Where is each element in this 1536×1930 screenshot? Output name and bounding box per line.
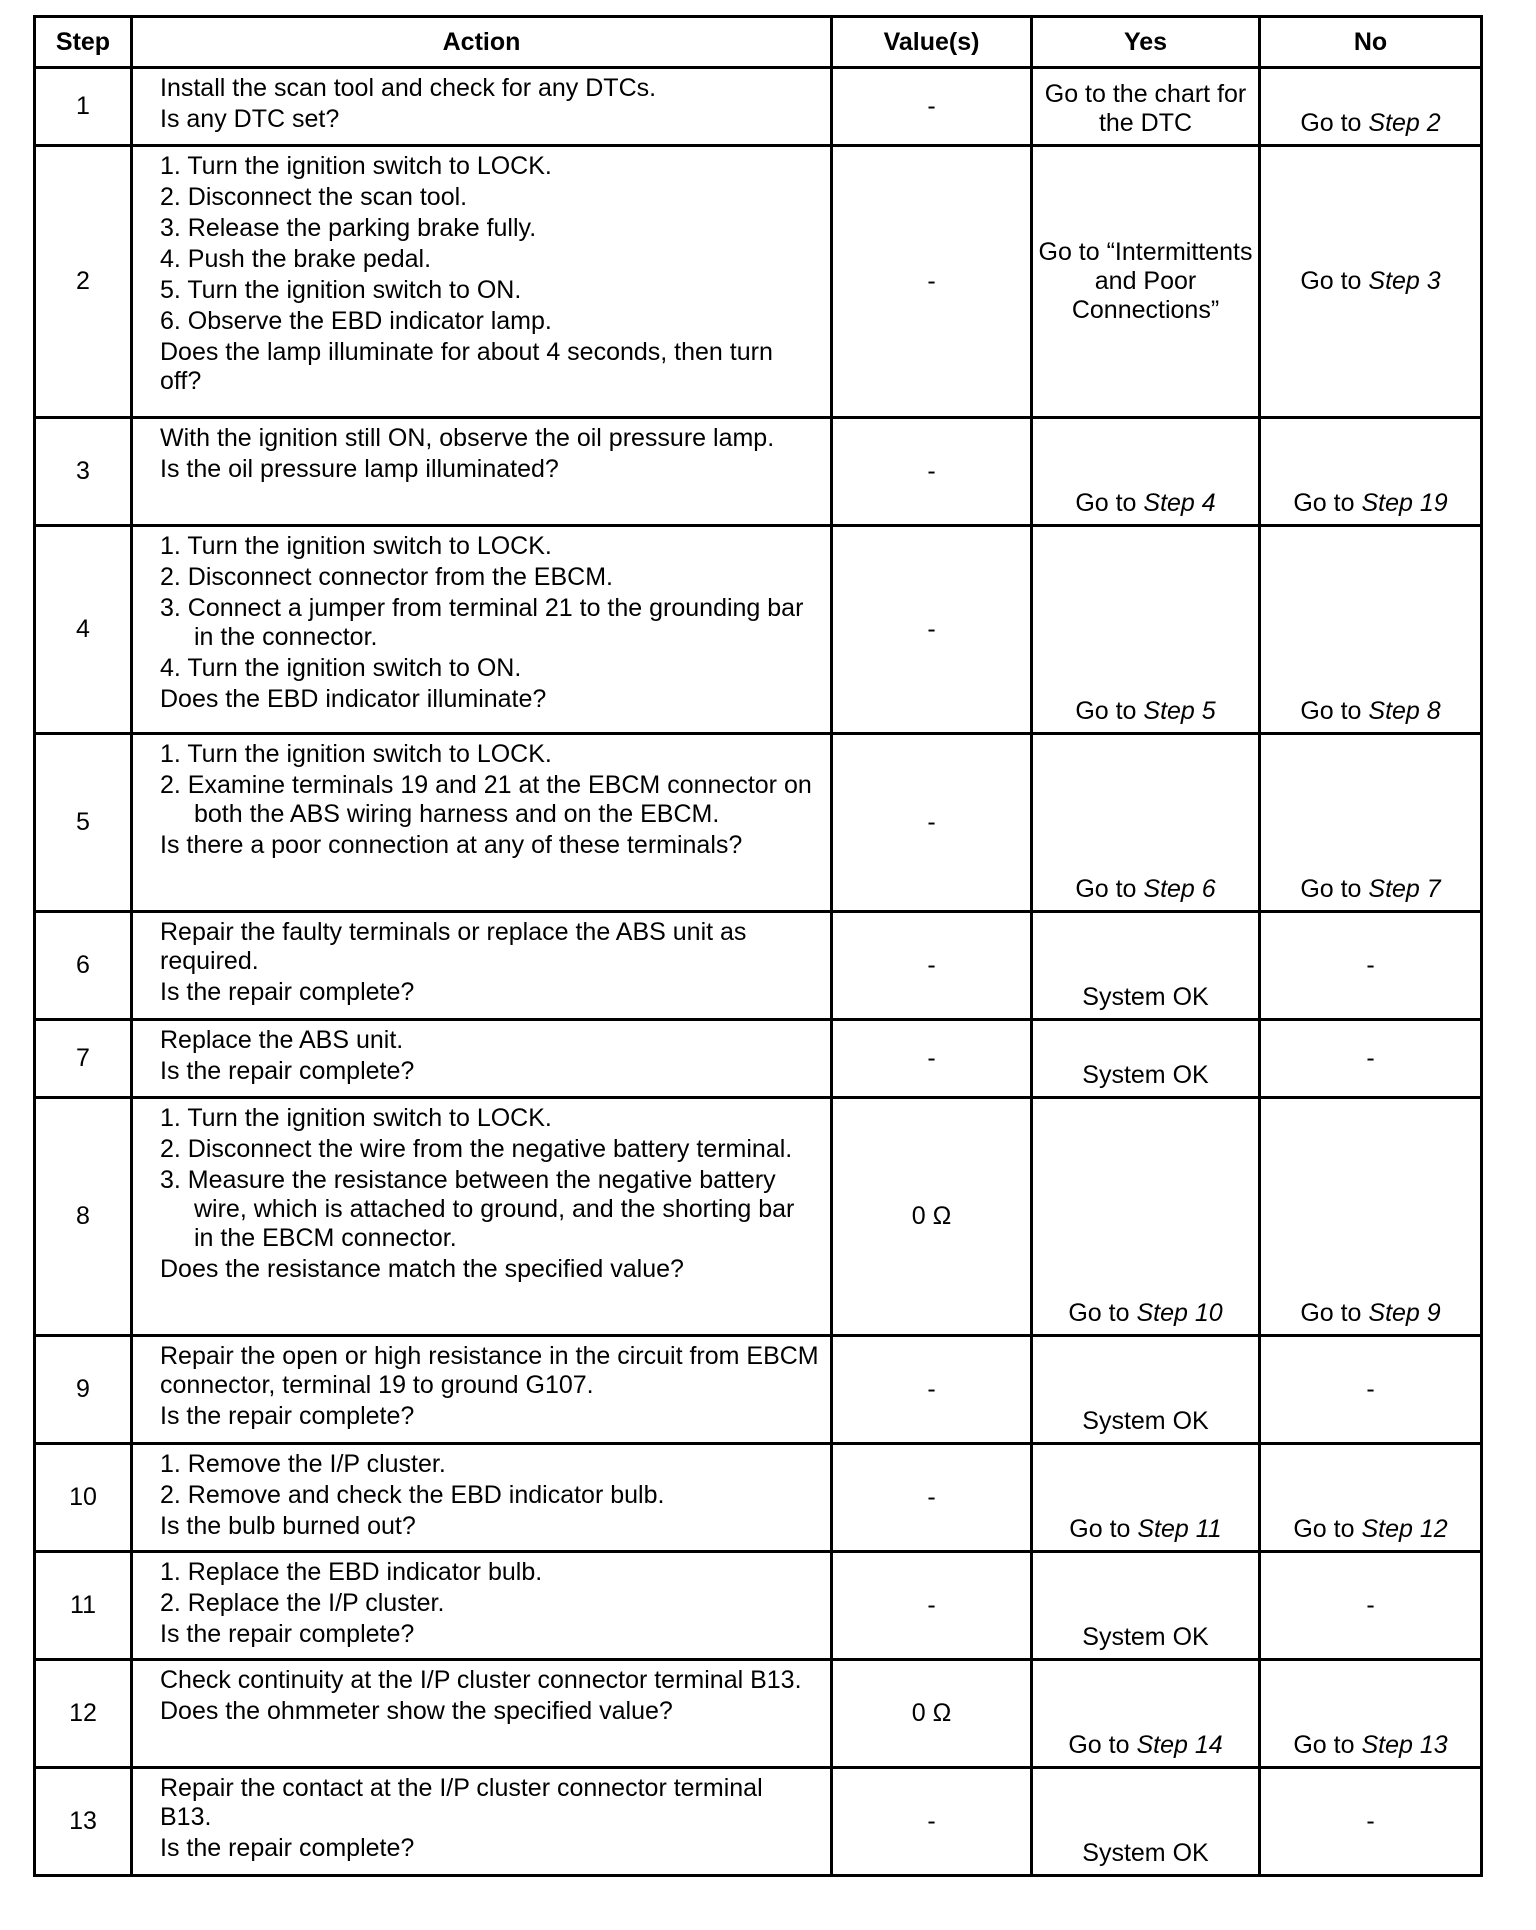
action-cell bbox=[132, 1336, 832, 1444]
action-text: Does the ohmmeter show the specified value? bbox=[160, 1697, 673, 1725]
action-substep: 3. Measure the resistance between the negative battery wire, which is attached to ground, and the shorting bar in the EBCM connector. bbox=[160, 1166, 795, 1252]
action-substep: 2. Replace the I/P cluster. bbox=[160, 1589, 445, 1617]
action-text: Check continuity at the I/P cluster connector terminal B13. bbox=[160, 1666, 802, 1694]
value-cell: - bbox=[832, 146, 1032, 418]
step-number: 12 bbox=[35, 1660, 132, 1768]
no-cell bbox=[1260, 526, 1482, 734]
no-cell bbox=[1260, 418, 1482, 526]
yes-step-link[interactable]: Step 5 bbox=[1143, 697, 1216, 725]
action-substep: 5. Turn the ignition switch to ON. bbox=[160, 276, 522, 304]
action-text: Is the oil pressure lamp illuminated? bbox=[160, 455, 559, 483]
yes-cell bbox=[1032, 734, 1260, 912]
action-text: Is the repair complete? bbox=[160, 978, 415, 1006]
value-cell: - bbox=[832, 1552, 1032, 1660]
no-cell: - bbox=[1260, 1336, 1482, 1444]
yes-step-link[interactable]: Step 14 bbox=[1136, 1731, 1223, 1759]
yes-goto-text: Go to bbox=[1075, 697, 1144, 725]
no-goto-text: Go to bbox=[1293, 1731, 1362, 1759]
action-cell bbox=[132, 418, 832, 526]
action-text: Does the resistance match the specified value? bbox=[160, 1255, 684, 1283]
table-row bbox=[35, 1444, 1482, 1552]
table-row bbox=[35, 68, 1482, 146]
value-cell: - bbox=[832, 418, 1032, 526]
no-step-link[interactable]: Step 19 bbox=[1361, 489, 1448, 517]
no-cell: - bbox=[1260, 1020, 1482, 1098]
yes-step-link[interactable]: Step 4 bbox=[1143, 489, 1216, 517]
table-row bbox=[35, 1768, 1482, 1876]
value-cell: - bbox=[832, 68, 1032, 146]
action-text: Is the repair complete? bbox=[160, 1057, 415, 1085]
action-text: Repair the open or high resistance in the circuit from EBCM connector, terminal 19 to ground G107. bbox=[160, 1342, 819, 1399]
yes-goto-text: Go to bbox=[1075, 489, 1144, 517]
no-cell bbox=[1260, 146, 1482, 418]
table-row bbox=[35, 1660, 1482, 1768]
action-cell bbox=[132, 734, 832, 912]
action-text: Is the repair complete? bbox=[160, 1834, 415, 1862]
yes-step-link[interactable]: Step 10 bbox=[1136, 1299, 1223, 1327]
action-cell bbox=[132, 1660, 832, 1768]
action-cell bbox=[132, 1768, 832, 1876]
action-substep: 3. Release the parking brake fully. bbox=[160, 214, 537, 242]
header-yes: Yes bbox=[1032, 17, 1260, 68]
yes-cell: System OK bbox=[1032, 912, 1260, 1020]
step-number: 10 bbox=[35, 1444, 132, 1552]
action-substep: 2. Disconnect connector from the EBCM. bbox=[160, 563, 613, 591]
action-text: Is there a poor connection at any of these terminals? bbox=[160, 831, 743, 859]
yes-cell: System OK bbox=[1032, 1336, 1260, 1444]
yes-cell bbox=[1032, 1098, 1260, 1336]
action-text: Does the lamp illuminate for about 4 seconds, then turn off? bbox=[160, 338, 773, 395]
action-substep: 1. Replace the EBD indicator bulb. bbox=[160, 1558, 543, 1586]
value-cell: - bbox=[832, 912, 1032, 1020]
value-cell: - bbox=[832, 526, 1032, 734]
no-cell: - bbox=[1260, 1768, 1482, 1876]
action-cell bbox=[132, 1020, 832, 1098]
table-row bbox=[35, 1336, 1482, 1444]
action-text: Repair the faulty terminals or replace the ABS unit as required. bbox=[160, 918, 747, 975]
no-goto-text: Go to bbox=[1300, 109, 1369, 137]
action-text: Is any DTC set? bbox=[160, 105, 340, 133]
step-number: 6 bbox=[35, 912, 132, 1020]
action-cell bbox=[132, 526, 832, 734]
action-cell bbox=[132, 68, 832, 146]
action-substep: 4. Turn the ignition switch to ON. bbox=[160, 654, 522, 682]
action-substep: 1. Turn the ignition switch to LOCK. bbox=[160, 740, 552, 768]
no-step-link[interactable]: Step 3 bbox=[1368, 267, 1441, 295]
action-substep: 6. Observe the EBD indicator lamp. bbox=[160, 307, 552, 335]
action-text: Is the repair complete? bbox=[160, 1402, 415, 1430]
no-goto-text: Go to bbox=[1300, 697, 1369, 725]
table-row bbox=[35, 1020, 1482, 1098]
value-cell: - bbox=[832, 1768, 1032, 1876]
yes-cell: System OK bbox=[1032, 1020, 1260, 1098]
action-substep: 2. Disconnect the scan tool. bbox=[160, 183, 468, 211]
action-substep: 2. Disconnect the wire from the negative battery terminal. bbox=[160, 1135, 793, 1163]
no-step-link[interactable]: Step 7 bbox=[1368, 875, 1441, 903]
no-cell bbox=[1260, 1098, 1482, 1336]
no-step-link[interactable]: Step 9 bbox=[1368, 1299, 1441, 1327]
action-substep: 1. Remove the I/P cluster. bbox=[160, 1450, 446, 1478]
header-action: Action bbox=[132, 17, 832, 68]
action-substep: 4. Push the brake pedal. bbox=[160, 245, 432, 273]
no-goto-text: Go to bbox=[1300, 267, 1369, 295]
header-values: Value(s) bbox=[832, 17, 1032, 68]
action-text: Replace the ABS unit. bbox=[160, 1026, 404, 1054]
yes-step-link[interactable]: Step 6 bbox=[1143, 875, 1216, 903]
yes-cell bbox=[1032, 526, 1260, 734]
yes-cell: System OK bbox=[1032, 1552, 1260, 1660]
table-row bbox=[35, 146, 1482, 418]
yes-cell bbox=[1032, 1444, 1260, 1552]
yes-goto-text: Go to bbox=[1069, 1515, 1138, 1543]
action-cell bbox=[132, 1552, 832, 1660]
diagnostic-table bbox=[33, 15, 1483, 1877]
value-cell: 0 Ω bbox=[832, 1660, 1032, 1768]
action-text: With the ignition still ON, observe the oil pressure lamp. bbox=[160, 424, 775, 452]
header-no: No bbox=[1260, 17, 1482, 68]
no-cell bbox=[1260, 1444, 1482, 1552]
value-cell: - bbox=[832, 1444, 1032, 1552]
step-number: 4 bbox=[35, 526, 132, 734]
yes-cell: Go to the chart for the DTC bbox=[1032, 68, 1260, 146]
action-cell bbox=[132, 912, 832, 1020]
action-substep: 2. Remove and check the EBD indicator bulb. bbox=[160, 1481, 665, 1509]
no-cell: - bbox=[1260, 1552, 1482, 1660]
value-cell: - bbox=[832, 734, 1032, 912]
action-cell bbox=[132, 1098, 832, 1336]
step-number: 11 bbox=[35, 1552, 132, 1660]
no-step-link[interactable]: Step 12 bbox=[1361, 1515, 1448, 1543]
no-cell bbox=[1260, 1660, 1482, 1768]
value-cell: - bbox=[832, 1336, 1032, 1444]
no-step-link[interactable]: Step 13 bbox=[1361, 1731, 1448, 1759]
table-row bbox=[35, 1098, 1482, 1336]
no-step-link[interactable]: Step 2 bbox=[1368, 109, 1441, 137]
action-substep: 3. Connect a jumper from terminal 21 to the grounding bar in the connector. bbox=[160, 594, 804, 651]
no-cell bbox=[1260, 734, 1482, 912]
no-cell bbox=[1260, 68, 1482, 146]
no-goto-text: Go to bbox=[1300, 1299, 1369, 1327]
action-cell bbox=[132, 1444, 832, 1552]
step-number: 2 bbox=[35, 146, 132, 418]
yes-goto-text: Go to bbox=[1075, 875, 1144, 903]
action-substep: 1. Turn the ignition switch to LOCK. bbox=[160, 532, 552, 560]
step-number: 1 bbox=[35, 68, 132, 146]
yes-goto-text: Go to bbox=[1068, 1299, 1137, 1327]
action-cell bbox=[132, 146, 832, 418]
action-substep: 1. Turn the ignition switch to LOCK. bbox=[160, 152, 552, 180]
table-row bbox=[35, 1552, 1482, 1660]
no-goto-text: Go to bbox=[1293, 489, 1362, 517]
no-goto-text: Go to bbox=[1300, 875, 1369, 903]
yes-cell: Go to “Intermittents and Poor Connections” bbox=[1032, 146, 1260, 418]
step-number: 9 bbox=[35, 1336, 132, 1444]
step-number: 13 bbox=[35, 1768, 132, 1876]
table-row bbox=[35, 418, 1482, 526]
yes-goto-text: Go to bbox=[1068, 1731, 1137, 1759]
table-row bbox=[35, 526, 1482, 734]
action-text: Is the bulb burned out? bbox=[160, 1512, 416, 1540]
no-cell: - bbox=[1260, 912, 1482, 1020]
header-row bbox=[35, 17, 1482, 68]
action-substep: 2. Examine terminals 19 and 21 at the EBCM connector on both the ABS wiring harness and on the EBCM. bbox=[160, 771, 812, 828]
action-text: Install the scan tool and check for any DTCs. bbox=[160, 74, 657, 102]
step-number: 7 bbox=[35, 1020, 132, 1098]
step-number: 3 bbox=[35, 418, 132, 526]
action-text: Repair the contact at the I/P cluster connector terminal B13. bbox=[160, 1774, 763, 1831]
action-text: Does the EBD indicator illuminate? bbox=[160, 685, 547, 713]
yes-cell bbox=[1032, 418, 1260, 526]
table-row bbox=[35, 912, 1482, 1020]
yes-step-link[interactable]: Step 11 bbox=[1137, 1515, 1222, 1543]
value-cell: 0 Ω bbox=[832, 1098, 1032, 1336]
step-number: 8 bbox=[35, 1098, 132, 1336]
value-cell: - bbox=[832, 1020, 1032, 1098]
table-row bbox=[35, 734, 1482, 912]
no-goto-text: Go to bbox=[1293, 1515, 1362, 1543]
header-step: Step bbox=[35, 17, 132, 68]
action-text: Is the repair complete? bbox=[160, 1620, 415, 1648]
step-number: 5 bbox=[35, 734, 132, 912]
yes-cell: System OK bbox=[1032, 1768, 1260, 1876]
action-substep: 1. Turn the ignition switch to LOCK. bbox=[160, 1104, 552, 1132]
no-step-link[interactable]: Step 8 bbox=[1368, 697, 1441, 725]
yes-cell bbox=[1032, 1660, 1260, 1768]
